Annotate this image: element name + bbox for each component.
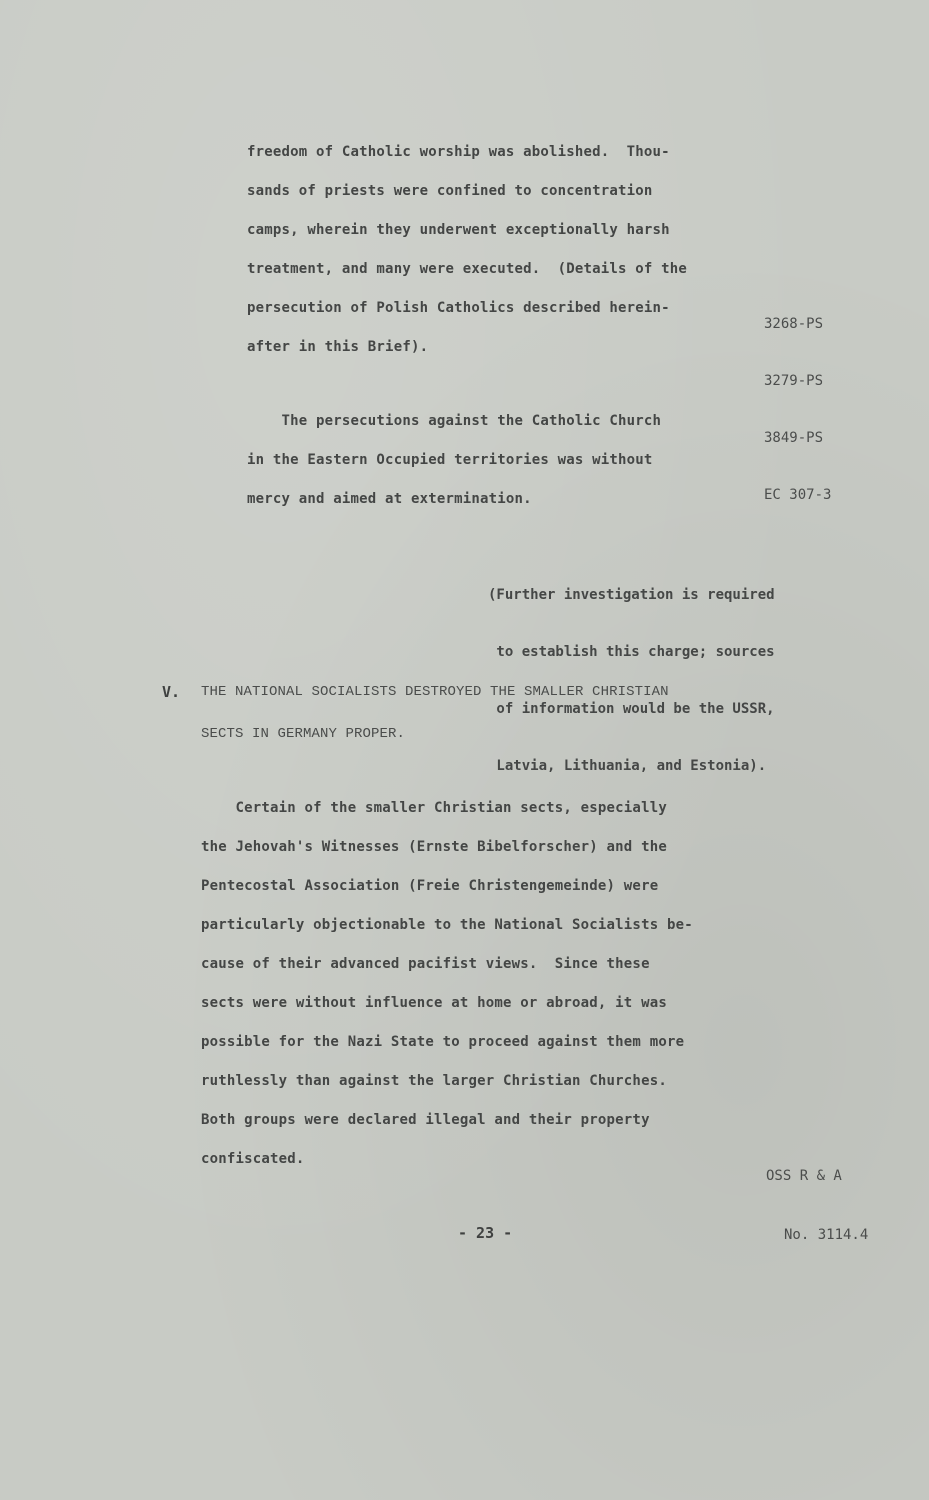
margin-document-references [764, 277, 831, 543]
text-line: Certain of the smaller Christian sects, especially [201, 800, 667, 816]
oss-reference-line: No. 3114.4 [784, 1227, 869, 1243]
text-line: in the Eastern Occupied territories was without [247, 452, 653, 468]
note-line: Latvia, Lithuania, and Estonia). [488, 758, 767, 774]
document-reference: 3268-PS [764, 316, 824, 332]
note-line: of information would be the USSR, [488, 701, 775, 717]
oss-reference [766, 1128, 868, 1284]
text-line: the Jehovah's Witnesses (Ernste Bibelforscher) and the [201, 839, 667, 855]
heading-line: SECTS IN GERMANY PROPER. [201, 726, 406, 742]
text-line: possible for the Nazi State to proceed against them more [201, 1034, 685, 1050]
text-line: Both groups were declared illegal and their property [201, 1112, 650, 1128]
text-line: particularly objectionable to the National Socialists be- [201, 917, 693, 933]
text-line: sects were without influence at home or abroad, it was [201, 995, 667, 1011]
text-line: freedom of Catholic worship was abolished. Thou- [247, 144, 670, 160]
text-line: camps, wherein they underwent exceptionally harsh [247, 222, 670, 238]
text-line: Pentecostal Association (Freie Christengemeinde) were [201, 878, 659, 894]
note-line: (Further investigation is required [488, 587, 775, 603]
oss-reference-line: OSS R & A [766, 1168, 842, 1184]
heading-line: THE NATIONAL SOCIALISTS DESTROYED THE SMALLER CHRISTIAN [201, 684, 669, 700]
text-line: confiscated. [201, 1151, 305, 1167]
page-number: - 23 - [458, 1224, 513, 1242]
document-reference: EC 307-3 [764, 487, 832, 503]
text-line: mercy and aimed at extermination. [247, 491, 532, 507]
text-line: treatment, and many were executed. (Details of the [247, 261, 688, 277]
text-line: The persecutions against the Catholic Church [247, 413, 662, 429]
text-line: cause of their advanced pacifist views. Since these [201, 956, 650, 972]
document-reference: 3279-PS [764, 373, 824, 389]
paragraph-eastern-territories [247, 402, 661, 519]
paragraph-catholic-worship [247, 133, 687, 367]
text-line: after in this Brief). [247, 339, 429, 355]
text-line: ruthlessly than against the larger Christian Churches. [201, 1073, 667, 1089]
section-numeral: V. [162, 683, 181, 701]
text-line: persecution of Polish Catholics described herein- [247, 300, 670, 316]
document-reference: 3849-PS [764, 430, 824, 446]
section-heading [201, 671, 669, 755]
text-line: sands of priests were confined to concentration [247, 183, 653, 199]
paragraph-smaller-sects [201, 789, 693, 1179]
note-line: to establish this charge; sources [488, 644, 775, 660]
